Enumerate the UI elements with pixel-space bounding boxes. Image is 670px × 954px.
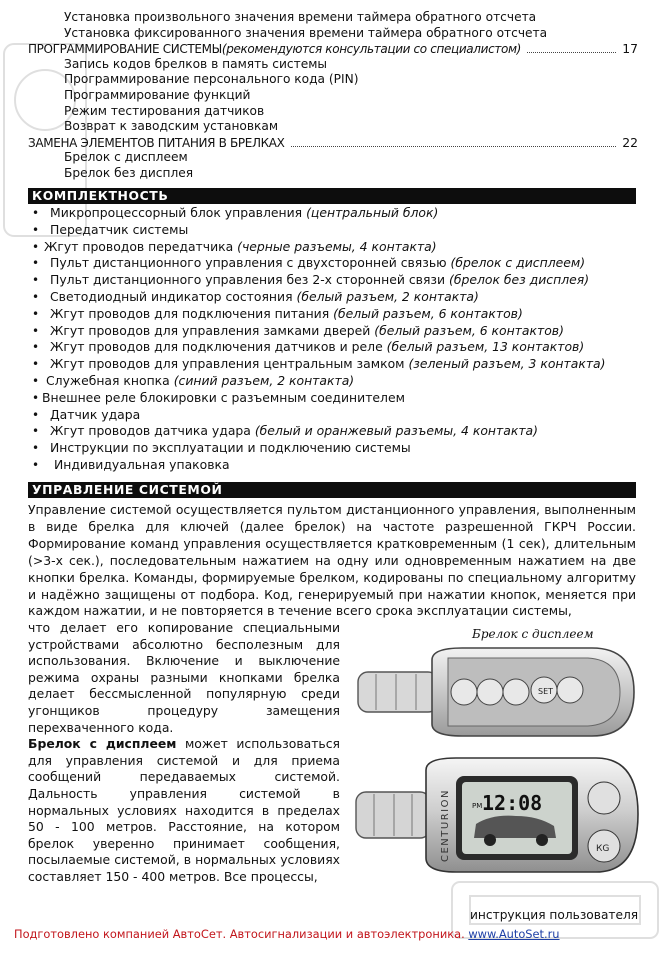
toc-item[interactable]: Запись кодов брелков в память системы — [64, 56, 328, 71]
list-item — [28, 390, 638, 407]
toc-item[interactable]: Программирование персонального кода (PIN) — [64, 72, 359, 87]
toc-section-programming[interactable] — [0, 41, 638, 57]
toc-section-label: ПРОГРАММИРОВАНИЕ СИСТЕМЫ(рекомендуются консультации со специалистом) — [28, 42, 521, 57]
list-item — [28, 323, 638, 340]
fob-display-pm: PM — [472, 802, 483, 810]
list-item — [28, 272, 638, 289]
list-item-text: Индивидуальная упаковка — [54, 456, 230, 472]
bullet-icon: • — [32, 289, 40, 304]
list-item-text: Светодиодный индикатор состояния (белый разъем, 2 контакта) — [50, 288, 479, 304]
list-item — [28, 255, 638, 272]
toc-item[interactable]: Брелок с дисплеем — [64, 150, 188, 165]
footer-document-title: инструкция пользователя — [470, 908, 639, 922]
list-item-text: Жгут проводов для управления замками дверей (белый разъем, 6 контактов) — [50, 322, 564, 338]
bullet-icon: • — [32, 340, 40, 355]
list-item — [28, 339, 638, 356]
fob-without-display-image — [352, 640, 642, 748]
list-item — [28, 239, 638, 256]
list-item-text: Пульт дистанционного управления без 2-х сторонней связи (брелок без дисплея) — [50, 272, 590, 288]
toc-item[interactable]: Возврат к заводским установкам — [64, 119, 279, 134]
list-item — [28, 289, 638, 306]
list-item-text: Микропроцессорный блок управления (центральный блок) — [50, 205, 439, 220]
toc-item[interactable]: Режим тестирования датчиков — [64, 103, 265, 118]
list-item — [28, 457, 638, 474]
bullet-icon: • — [32, 206, 40, 220]
fob-display-time: 12:08 — [482, 791, 543, 815]
car-wheel-icon — [536, 834, 548, 846]
list-item — [28, 306, 638, 323]
list-item-text: Жгут проводов передатчика (черные разъемы, 4 контакта) — [44, 238, 437, 254]
bullet-icon: • — [32, 407, 40, 422]
list-item-text: Инструкции по эксплуатации и подключению системы — [50, 440, 411, 456]
bullet-icon: • — [32, 273, 40, 288]
list-item — [28, 356, 638, 373]
bullet-icon: • — [32, 222, 40, 237]
bullet-icon: • — [32, 373, 40, 388]
list-item-text: Пульт дистанционного управления с двухсторонней связью (брелок с дисплеем) — [50, 255, 586, 271]
fob-set-button-label: SET — [538, 687, 554, 696]
bullet-icon: • — [32, 357, 40, 372]
fob-with-display-image — [352, 752, 642, 882]
bullet-icon: • — [32, 390, 40, 405]
bullet-icon: • — [32, 239, 40, 254]
list-item-text: Жгут проводов для подключения датчиков и реле (белый разъем, 13 контактов) — [50, 339, 585, 355]
list-item — [28, 440, 638, 457]
list-item-text: Жгут проводов для управления центральным замком (зеленый разъем, 3 контакта) — [50, 356, 606, 372]
toc-dot-leader — [291, 145, 617, 147]
toc-item[interactable]: Установка фиксированного значения времени таймера обратного отсчета — [64, 25, 548, 40]
footer-credit — [14, 927, 560, 941]
list-item — [28, 423, 638, 440]
bullet-icon: • — [32, 441, 40, 456]
paragraph-continued: что делает его копирование специальными устройствами абсолютно бесполезным для использования. Включение и выключение режима охраны разными кнопками брелка делает бессмысленной популярную среди угонщиков процедуру замещения перехваченного кода. — [28, 620, 340, 735]
table-of-contents — [0, 10, 670, 182]
toc-section-note: (рекомендуются консультации со специалистом) — [221, 42, 521, 57]
list-item-text: Внешнее реле блокировки с разъемным соединителем — [42, 389, 405, 405]
toc-section-label: ЗАМЕНА ЭЛЕМЕНТОВ ПИТАНИЯ В БРЕЛКАХ — [28, 135, 285, 150]
list-item — [28, 205, 638, 222]
footer-credit-text: Подготовлено компанией АвтоСет. Автосигнализации и автоэлектроника. — [14, 927, 469, 941]
bullet-icon: • — [32, 306, 40, 321]
list-item — [28, 373, 638, 390]
list-item-text: Служебная кнопка (синий разъем, 2 контакта) — [46, 372, 355, 388]
bullet-icon: • — [32, 457, 40, 472]
paragraph-column — [28, 620, 340, 886]
bullet-icon: • — [32, 424, 40, 439]
section-header-kit: КОМПЛЕКТНОСТЬ — [28, 188, 636, 204]
bullet-icon: • — [32, 323, 40, 338]
figure-caption: Брелок с дисплеем — [472, 627, 594, 641]
toc-item[interactable]: Брелок без дисплея — [64, 165, 194, 180]
list-item — [28, 222, 638, 239]
list-item-text: Датчик удара — [50, 406, 141, 422]
toc-section-battery[interactable] — [0, 135, 638, 151]
car-wheel-icon — [484, 834, 496, 846]
toc-page-number: 22 — [622, 134, 638, 150]
bullet-icon: • — [32, 256, 40, 271]
fob-brand: CENTURION — [440, 789, 451, 862]
list-item-text: Жгут проводов датчика удара (белый и оранжевый разъемы, 4 контакта) — [50, 423, 538, 439]
toc-page-number: 17 — [622, 41, 638, 57]
toc-item[interactable]: Установка произвольного значения времени таймера обратного отсчета — [64, 10, 537, 24]
paragraph-control: Управление системой осуществляется пультом дистанционного управления, выполненным в виде брелка для ключей (далее брелок) на частоте разрешенной ГКРЧ России. Формирование команд управления осуществляется кратковременным (1 сек), длительным (>3-х сек.), последовательным нажатием на одну или одновременным нажатием на две кнопки брелка. Команды, формируемые брелком, кодированы по специальному алгоритму и надёжно защищены от подбора. Код, генерируемый при нажатии кнопок, меняется при каждом нажатии, и не повторяется в течение всего срока эксплуатации системы, — [28, 502, 636, 619]
paragraph-lead-bold: Брелок с дисплеем — [28, 736, 177, 752]
list-item — [28, 407, 638, 424]
toc-dot-leader — [527, 51, 616, 53]
section-header-control: УПРАВЛЕНИЕ СИСТЕМОЙ — [28, 482, 636, 498]
footer-website-link[interactable]: www.AutoSet.ru — [468, 927, 560, 941]
fob-kg-button-label: КG — [596, 844, 610, 854]
toc-item[interactable]: Программирование функций — [64, 87, 251, 102]
paragraph-fob-range: может использоваться для управления системой и для приема сообщений передаваемых системой. Дальность управления системой в нормальных условиях находится в пределах 50 - 100 метров. Расстояние, на котором брелок уверенно принимает сообщения, посылаемые системой, в нормальных условиях составляет 150 - 400 метров. Все процессы, — [28, 736, 340, 884]
kit-list — [28, 205, 638, 474]
list-item-text: Передатчик системы — [50, 221, 189, 237]
list-item-text: Жгут проводов для подключения питания (белый разъем, 6 контактов) — [50, 305, 523, 321]
